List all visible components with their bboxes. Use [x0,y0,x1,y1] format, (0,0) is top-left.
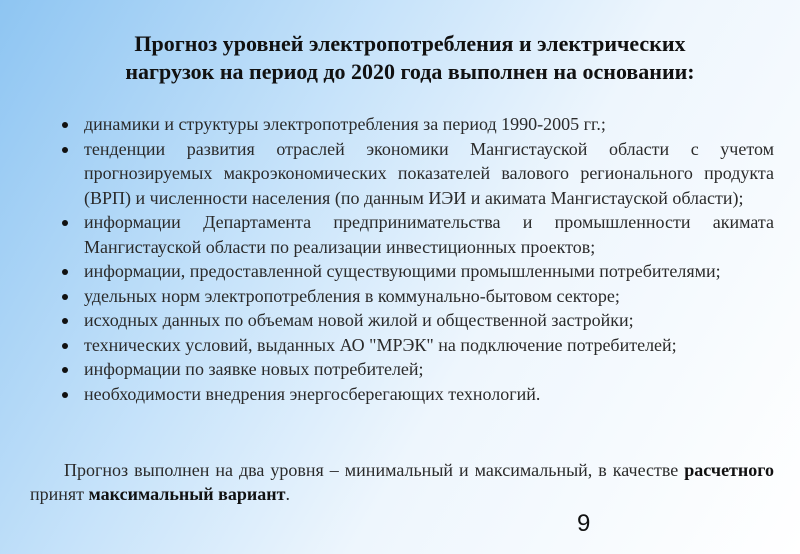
title-line-2: нагрузок на период до 2020 года выполнен на основании: [125,59,695,84]
title-line-1: Прогноз уровней электропотребления и электрических [134,31,686,56]
bullet-icon [62,122,68,128]
bullet-icon [62,294,68,300]
bullet-icon [62,147,68,153]
bullet-icon [62,269,68,275]
list-item [58,137,774,211]
summary-text-1: Прогноз выполнен на два уровня – минимальный и максимальный, в качестве [64,460,685,480]
list-item [58,112,774,137]
bullet-icon [62,392,68,398]
list-item [58,259,774,284]
list-item-text: тенденции развития отраслей экономики Мангистауской области с учетом прогнозируемых макроэкономических показателей валового регионального продукта (ВРП) и численности населения (по данным ИЭИ и акимата Мангистауской области); [84,138,774,208]
bullet-icon [62,220,68,226]
list-item [58,357,774,382]
list-item-text: необходимости внедрения энергосберегающих технологий. [84,383,541,404]
list-item [58,210,774,259]
summary-text-3: . [285,484,290,504]
summary-text-2: принят [30,484,89,504]
list-item-text: технических условий, выданных АО "МРЭК" на подключение потребителей; [84,334,677,355]
list-item-text: информации Департамента предпринимательства и промышленности акимата Мангистауской области по реализации инвестиционных проектов; [84,212,774,257]
list-item-text: информации, предоставленной существующими промышленными потребителями; [84,261,721,281]
list-item-text: исходных данных по объемам новой жилой и общественной застройки; [84,310,634,330]
summary-bold-2: максимальный вариант [88,484,286,504]
bullet-list [58,112,774,406]
list-item-text: информации по заявке новых потребителей; [84,359,424,379]
page-number: 9 [577,510,591,537]
bullet-icon [62,318,68,324]
slide-title [60,30,760,86]
bullet-icon [62,367,68,373]
list-item-text: динамики и структуры электропотребления за период 1990-2005 гг.; [84,114,606,134]
summary-paragraph [30,458,774,506]
list-item [58,284,774,309]
list-item [58,382,774,407]
bullet-icon [62,343,68,349]
summary-bold-1: расчетного [684,460,774,480]
list-item-text: удельных норм электропотребления в коммунально-бытовом секторе; [84,285,620,306]
list-item [58,308,774,333]
list-item [58,333,774,358]
